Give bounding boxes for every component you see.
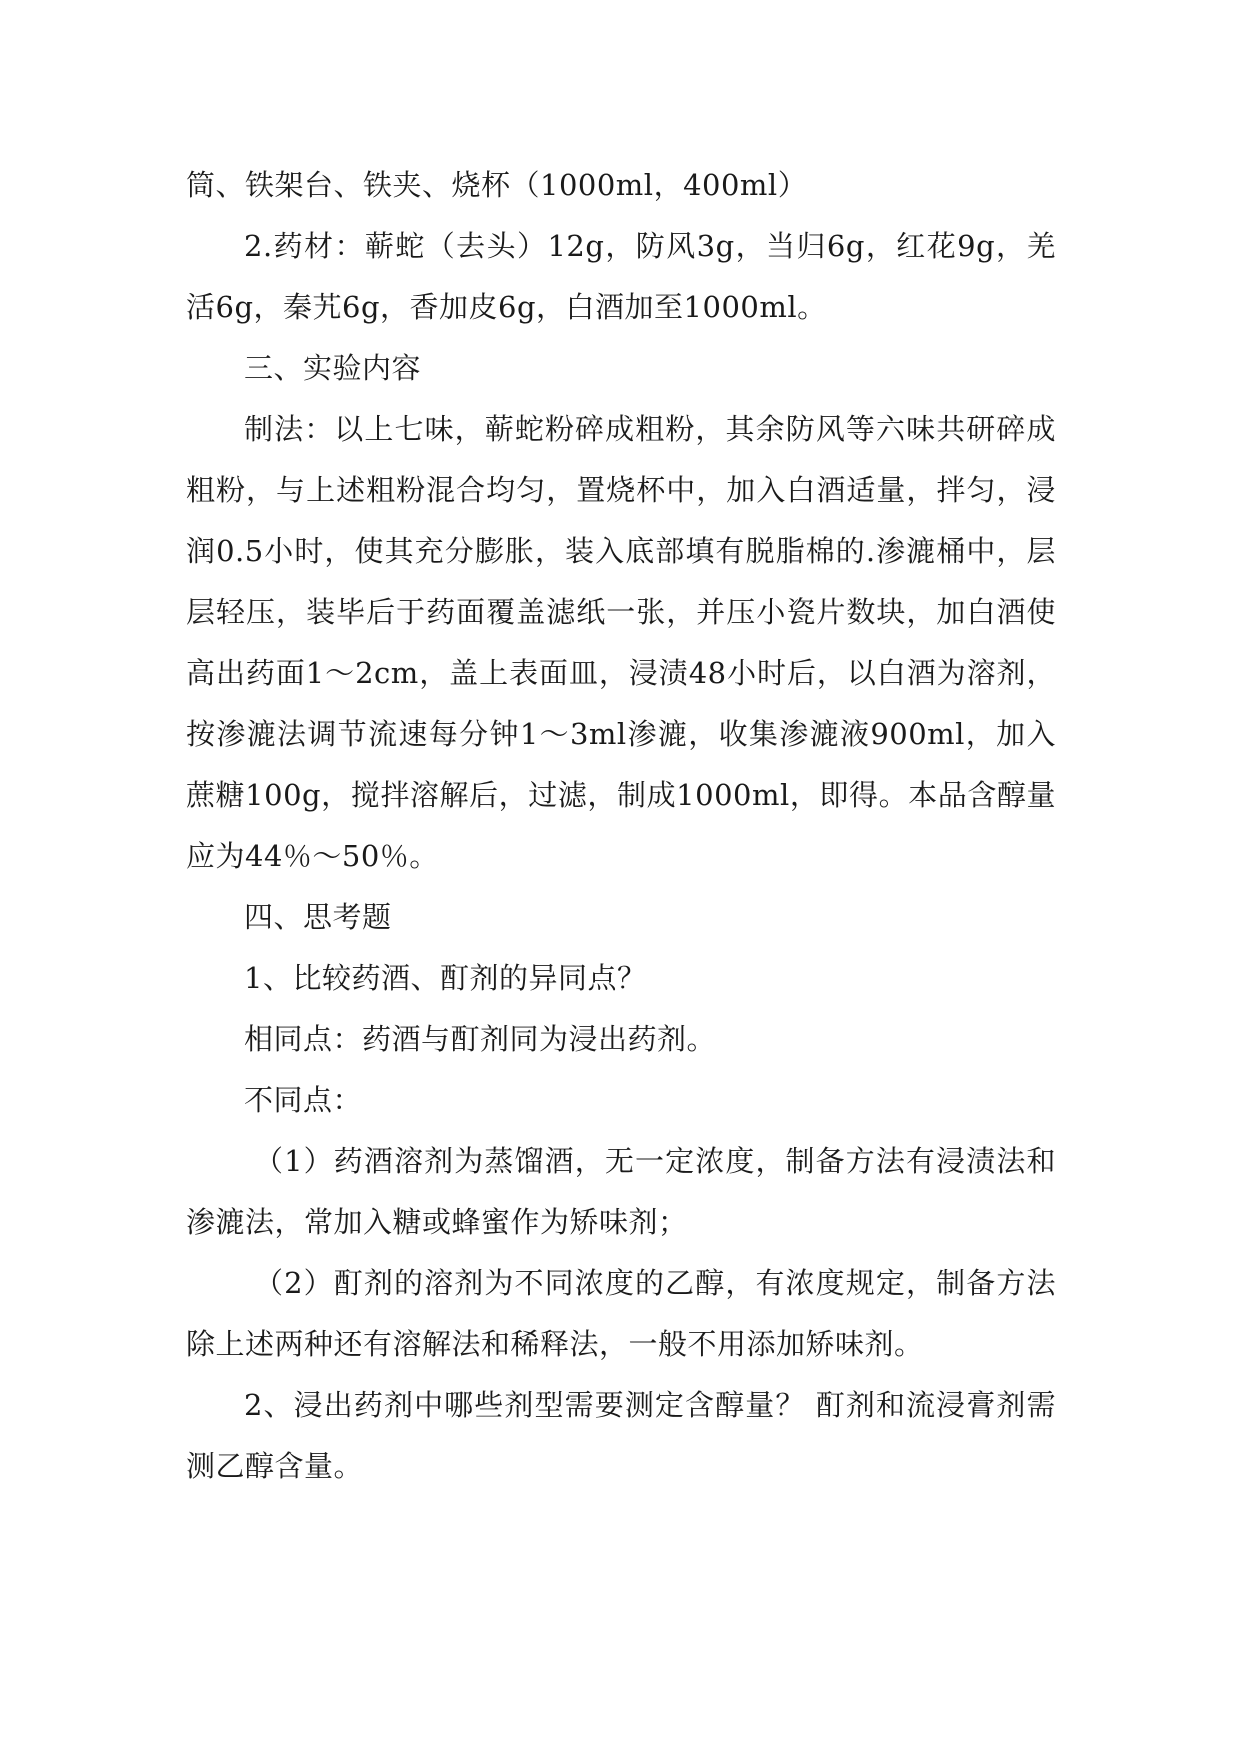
paragraph-difference-2: （2）酊剂的溶剂为不同浓度的乙醇，有浓度规定，制备方法除上述两种还有溶解法和稀释法，一般不用添加矫味剂。 xyxy=(186,1266,1056,1361)
question-2: 2、浸出药剂中哪些剂型需要测定含醇量？ 酊剂和流浸膏剂需测乙醇含量。 xyxy=(186,1388,1056,1483)
paragraph-difference-1: （1）药酒溶剂为蒸馏酒，无一定浓度，制备方法有浸渍法和渗漉法，常加入糖或蜂蜜作为矫味剂； xyxy=(186,1144,1056,1239)
question-1: 1、比较药酒、酊剂的异同点？ xyxy=(244,961,647,995)
paragraph-materials: 2.药材：蕲蛇（去头）12g，防风3g，当归6g，红花9g，羌活6g，秦艽6g，香加皮6g，白酒加至1000ml。 xyxy=(186,229,1056,324)
paragraph-difference-label: 不同点： xyxy=(244,1083,363,1117)
document-page xyxy=(186,155,1056,1497)
section-heading-experiment-content: 三、实验内容 xyxy=(244,351,422,385)
paragraph-similarity: 相同点：药酒与酊剂同为浸出药剂。 xyxy=(244,1022,717,1056)
section-heading-questions: 四、思考题 xyxy=(244,900,392,934)
paragraph-equipment-end: 筒、铁架台、铁夹、烧杯（1000ml，400ml） xyxy=(186,168,808,202)
paragraph-method: 制法：以上七味，蕲蛇粉碎成粗粉，其余防风等六味共研碎成粗粉，与上述粗粉混合均匀，置烧杯中，加入白酒适量，拌匀，浸润0.5小时，使其充分膨胀，装入底部填有脱脂棉的.渗漉桶中，层层轻压，装毕后于药面覆盖滤纸一张，并压小瓷片数块，加白酒使高出药面1～2cm，盖上表面皿，浸渍48小时后，以白酒为溶剂，按渗漉法调节流速每分钟1～3ml渗漉，收集渗漉液900ml，加入蔗糖100g，搅拌溶解后，过滤，制成1000ml，即得。本品含醇量应为44％～50％。 xyxy=(186,412,1056,873)
